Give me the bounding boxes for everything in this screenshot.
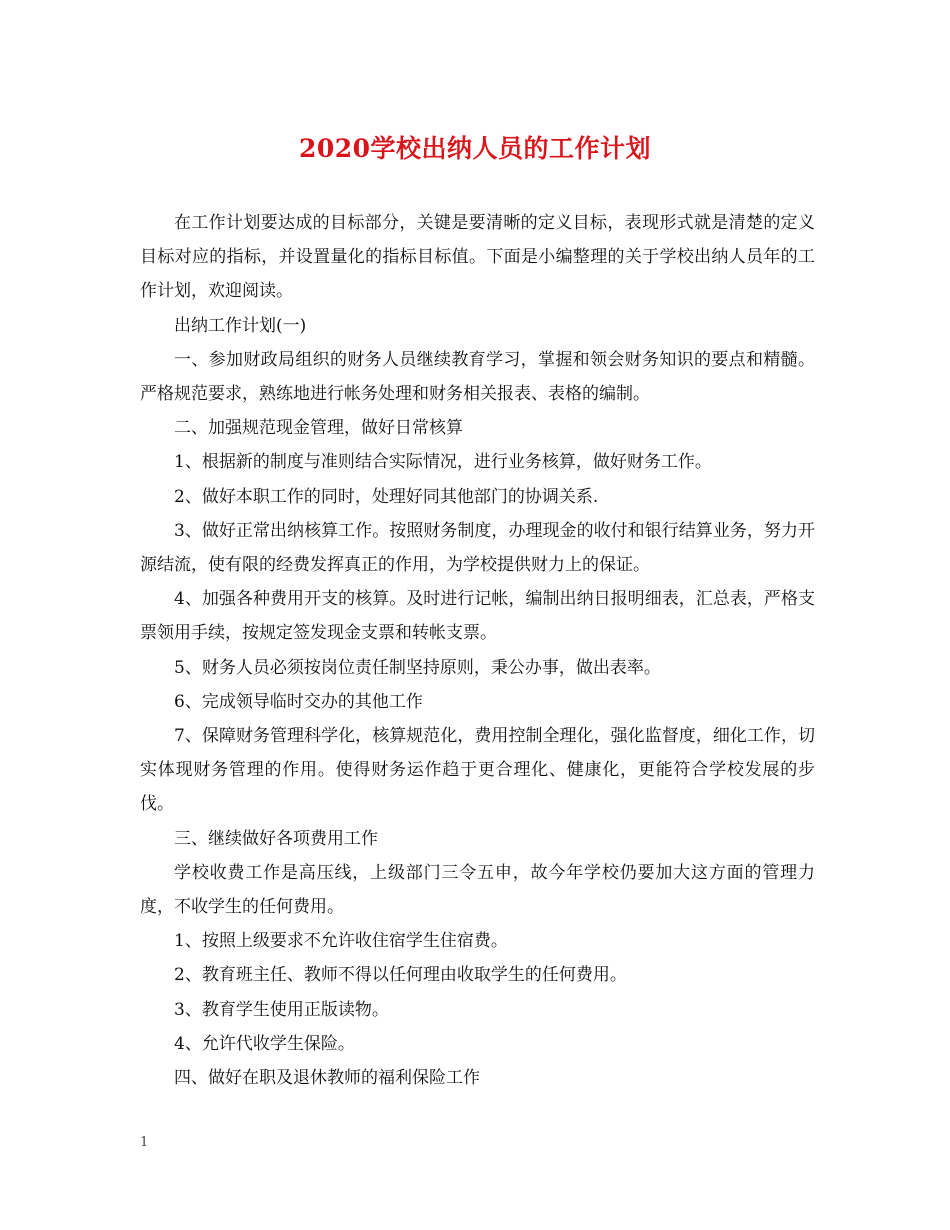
page-number: 1 (140, 1135, 149, 1150)
list-item: 4、加强各种费用开支的核算。及时进行记帐，编制出纳日报明细表，汇总表，严格支票领用手续，按规定签发现金支票和转帐支票。 (140, 589, 815, 644)
list-item: 7、保障财务管理科学化，核算规范化，费用控制全理化，强化监督度，细化工作，切实体现财务管理的作用。使得财务运作趋于更合理化、健康化，更能符合学校发展的步伐。 (140, 726, 815, 815)
document-body (140, 206, 815, 1095)
section-heading-plan-one: 出纳工作计划(一) (174, 315, 307, 336)
list-item: 1、按照上级要求不允许收住宿学生住宿费。 (174, 931, 508, 952)
list-item: 2、教育班主任、教师不得以任何理由收取学生的任何费用。 (174, 965, 627, 986)
section-heading-four: 四、做好在职及退休教师的福利保险工作 (174, 1068, 480, 1089)
section-heading-two: 二、加强规范现金管理，做好日常核算 (174, 418, 463, 439)
list-item: 5、财务人员必须按岗位责任制坚持原则，秉公办事，做出表率。 (174, 657, 661, 678)
list-item: 4、允许代收学生保险。 (174, 1033, 355, 1054)
list-item: 6、完成领导临时交办的其他工作 (174, 691, 423, 712)
list-item: 2、做好本职工作的同时，处理好同其他部门的协调关系. (174, 486, 599, 507)
document-title: 2020学校出纳人员的工作计划 (298, 134, 652, 163)
paragraph-fees: 学校收费工作是高压线，上级部门三令五申，故今年学校仍要加大这方面的管理力度，不收学生的任何费用。 (140, 862, 815, 918)
paragraph-intro: 在工作计划要达成的目标部分，关键是要清晰的定义目标，表现形式就是清楚的定义目标对应的指标，并设置量化的指标目标值。下面是小编整理的关于学校出纳人员年的工作计划，欢迎阅读。 (140, 213, 815, 302)
list-item: 3、做好正常出纳核算工作。按照财务制度，办理现金的收付和银行结算业务，努力开源结流，使有限的经费发挥真正的作用，为学校提供财力上的保证。 (140, 520, 815, 576)
list-item: 1、根据新的制度与准则结合实际情况，进行业务核算，做好财务工作。 (174, 452, 712, 473)
list-item: 3、教育学生使用正版读物。 (174, 999, 389, 1020)
paragraph-item-one: 一、参加财政局组织的财务人员继续教育学习，掌握和领会财务知识的要点和精髓。严格规范要求，熟练地进行帐务处理和财务相关报表、表格的编制。 (140, 349, 815, 405)
section-heading-three: 三、继续做好各项费用工作 (174, 828, 378, 849)
